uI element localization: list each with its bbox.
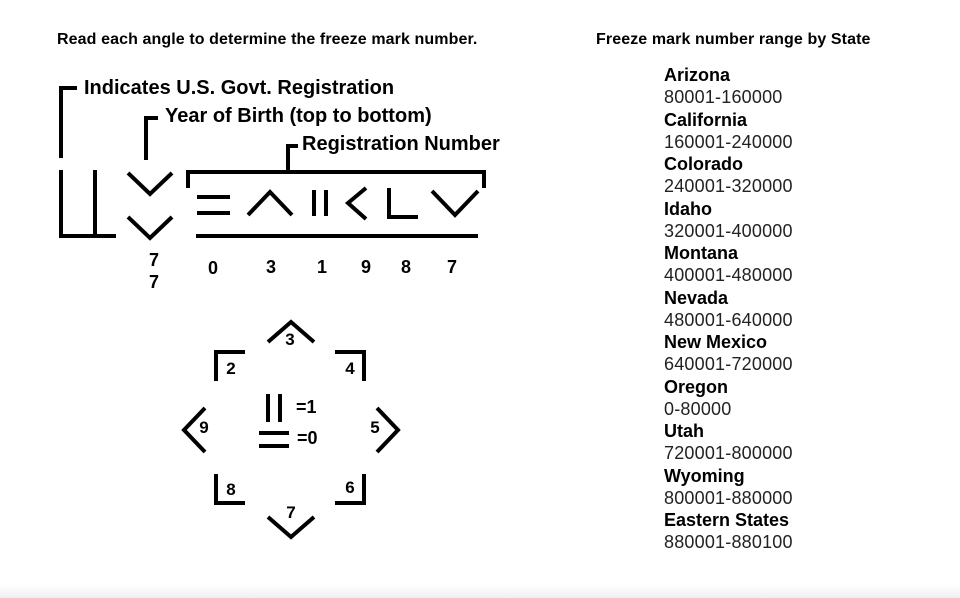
state-name: Nevada <box>664 287 729 308</box>
registration-digit-1: 0 <box>207 258 218 278</box>
list-item <box>664 465 793 510</box>
registration-digit-5: 8 <box>400 257 411 277</box>
state-name: Wyoming <box>664 465 745 486</box>
reg-symbol-3 <box>248 192 292 215</box>
key-symbol-1 <box>268 394 280 422</box>
list-item <box>664 242 793 287</box>
key-symbol-0 <box>259 433 289 446</box>
list-item <box>664 287 793 332</box>
state-range: 0-80000 <box>664 398 732 419</box>
left-heading: Read each angle to determine the freeze mark number. <box>57 31 478 48</box>
key-number-3: 3 <box>285 330 295 349</box>
registration-leader-line <box>288 146 298 172</box>
key-number-9: 9 <box>199 418 209 437</box>
govt-registration-label: Indicates U.S. Govt. Registration <box>84 77 395 99</box>
state-name: Montana <box>664 243 738 263</box>
state-range: 400001-480000 <box>664 265 793 285</box>
registration-digit-3: 1 <box>316 257 327 277</box>
registration-digit-6: 7 <box>446 257 457 277</box>
state-range: 800001-880000 <box>664 487 793 508</box>
state-range: 640001-720000 <box>664 354 793 374</box>
key-equals-zero: =0 <box>297 428 318 448</box>
registration-digit-2: 3 <box>265 257 276 277</box>
reg-symbol-0 <box>197 197 230 213</box>
birth-digit-1: 7 <box>148 250 159 270</box>
list-item <box>664 376 793 421</box>
registration-digit-4: 9 <box>360 257 371 277</box>
key-number-4: 4 <box>345 359 355 378</box>
key-number-5: 5 <box>370 418 380 437</box>
state-name: New Mexico <box>664 332 768 352</box>
registration-bracket <box>188 172 484 188</box>
state-name: California <box>664 109 748 130</box>
state-name: Utah <box>664 421 704 441</box>
list-item <box>664 331 793 376</box>
state-range: 720001-800000 <box>664 443 793 463</box>
list-item <box>664 153 793 198</box>
birth-leader-line <box>146 118 158 160</box>
state-name: Colorado <box>664 154 743 174</box>
right-heading: Freeze mark number range by State <box>596 31 871 48</box>
state-range: 80001-160000 <box>664 87 783 107</box>
list-item <box>664 509 793 554</box>
list-item <box>664 109 793 154</box>
state-range: 160001-240000 <box>664 131 793 152</box>
key-number-6: 6 <box>345 478 355 497</box>
birth-angle-top <box>128 173 172 194</box>
state-name: Idaho <box>664 198 712 219</box>
birth-digit-2: 7 <box>148 272 159 292</box>
reg-symbol-1 <box>314 190 326 216</box>
year-of-birth-label: Year of Birth (top to bottom) <box>165 105 432 127</box>
key-number-2: 2 <box>226 359 236 378</box>
bottom-edge-shade <box>0 584 960 598</box>
list-item <box>664 420 793 465</box>
key-number-8: 8 <box>226 480 236 499</box>
registration-number-label: Registration Number <box>302 133 500 155</box>
birth-angle-bottom <box>128 217 172 238</box>
list-item <box>664 64 793 109</box>
state-name: Oregon <box>664 376 729 397</box>
govt-leader-line <box>61 88 77 158</box>
key-number-7: 7 <box>286 503 296 522</box>
key-equals-one: =1 <box>296 397 317 417</box>
state-range: 480001-640000 <box>664 309 793 330</box>
state-name: Arizona <box>664 65 731 85</box>
reg-symbol-7 <box>432 191 478 215</box>
list-item <box>664 198 793 243</box>
reg-symbol-9 <box>348 188 366 219</box>
govt-registration-symbol <box>61 170 116 236</box>
state-range: 320001-400000 <box>664 220 793 241</box>
reg-symbol-8 <box>389 188 418 217</box>
state-range: 880001-880100 <box>664 532 793 552</box>
state-range-list <box>664 64 793 554</box>
state-range: 240001-320000 <box>664 176 793 196</box>
state-name: Eastern States <box>664 510 790 530</box>
